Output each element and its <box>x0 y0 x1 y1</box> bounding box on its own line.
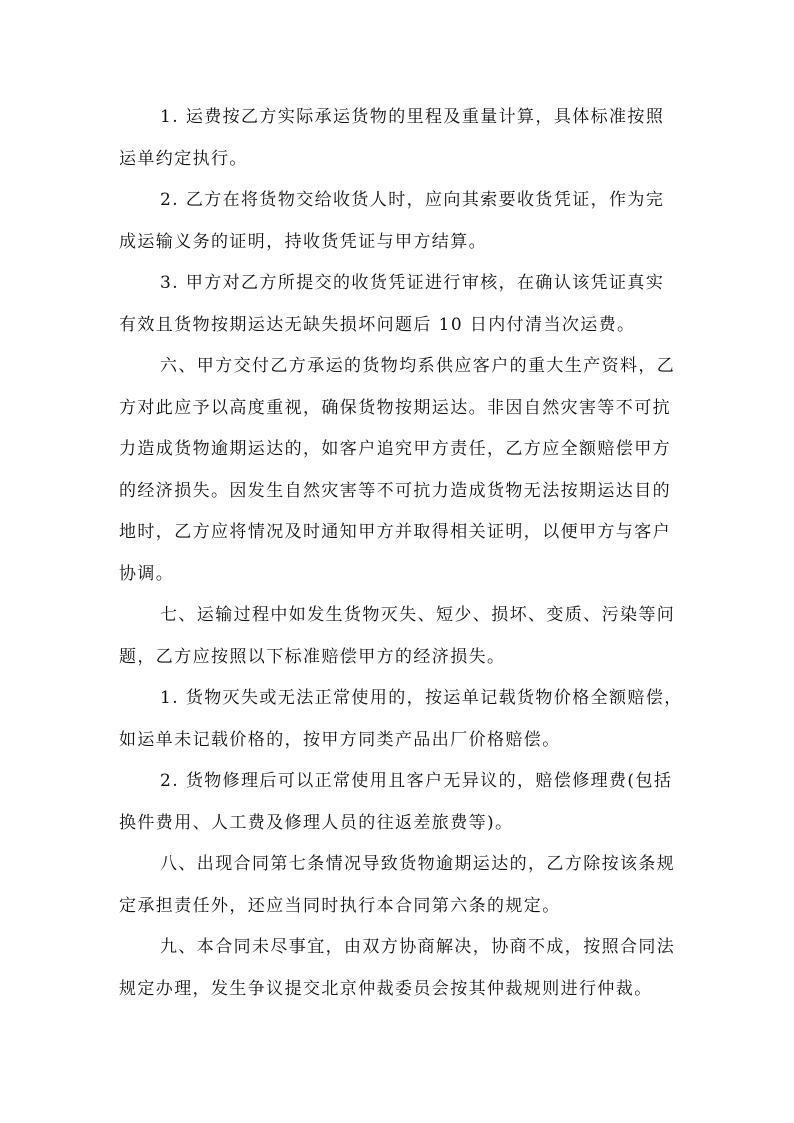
paragraph-repair-compensation <box>119 761 679 844</box>
text-line: 换件费用、人工费及修理人员的往返差旅费等)。 <box>119 812 514 833</box>
text-line: 力造成货物逾期运达的，如客户追究甲方责任，乙方应全额赔偿甲方 <box>119 439 671 459</box>
paragraph-payment-review <box>119 263 679 346</box>
text-line: 九、本合同未尽事宜，由双方协商解决，协商不成，按照合同法 <box>160 937 676 957</box>
text-line: 八、出现合同第七条情况导致货物逾期运达的，乙方除按该条规 <box>160 854 676 874</box>
text-line: 六、甲方交付乙方承运的货物均系供应客户的重大生产资料，乙 <box>160 356 676 376</box>
text-line: 方对此应予以高度重视，确保货物按期运达。非因自然灾害等不可抗 <box>119 397 671 418</box>
document-body <box>119 97 683 1010</box>
paragraph-clause-eight <box>119 844 679 927</box>
text-line: 运单约定执行。 <box>119 148 248 169</box>
text-line: 协调。 <box>119 563 175 584</box>
paragraph-clause-six <box>119 346 679 595</box>
text-line: 如运单未记载价格的，按甲方同类产品出厂价格赔偿。 <box>119 729 561 750</box>
text-line: 规定办理，发生争议提交北京仲裁委员会按其仲裁规则进行仲裁。 <box>119 978 653 999</box>
text-line: 七、运输过程中如发生货物灭失、短少、损坏、变质、污染等问 <box>160 605 676 625</box>
text-line: 定承担责任外，还应当同时执行本合同第六条的规定。 <box>119 895 561 916</box>
paragraph-freight-calculation <box>119 97 679 180</box>
text-line: 1. 运费按乙方实际承运货物的里程及重量计算，具体标准按照 <box>160 107 665 127</box>
paragraph-loss-compensation <box>119 678 683 761</box>
paragraph-clause-nine <box>119 927 679 1010</box>
text-line: 题，乙方应按照以下标准赔偿甲方的经济损失。 <box>119 646 506 667</box>
paragraph-clause-seven <box>119 595 679 678</box>
text-line: 2. 乙方在将货物交给收货人时，应向其索要收货凭证，作为完 <box>160 190 665 210</box>
text-line: 成运输义务的证明，持收货凭证与甲方结算。 <box>119 231 487 252</box>
text-line: 3. 甲方对乙方所提交的收货凭证进行审核，在确认该凭证真实 <box>160 273 665 293</box>
text-line: 地时，乙方应将情况及时通知甲方并取得相关证明，以便甲方与客户 <box>119 522 671 542</box>
text-line: 有效且货物按期运达无缺失损坏问题后 10 日内付清当次运费。 <box>119 314 636 335</box>
text-line: 的经济损失。因发生自然灾害等不可抗力造成货物无法按期运达目的 <box>119 480 671 501</box>
text-line: 1. 货物灭失或无法正常使用的，按运单记载货物价格全额赔偿， <box>160 688 683 708</box>
text-line: 2. 货物修理后可以正常使用且客户无异议的，赔偿修理费(包括 <box>160 771 673 791</box>
paragraph-receipt-voucher <box>119 180 679 263</box>
